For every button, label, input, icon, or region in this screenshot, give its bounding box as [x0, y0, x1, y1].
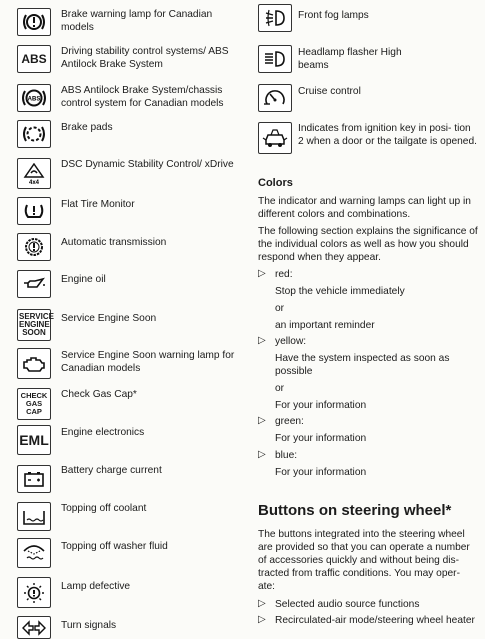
colors-paragraph-2: The following section explains the significance of the individual colors as well as how you should respond when they appear.: [258, 226, 478, 263]
item-text: Automatic transmission: [61, 237, 167, 248]
buttons-heading: Buttons on steering wheel*: [258, 502, 452, 519]
bullet-icon: ▷: [258, 335, 266, 346]
buttons-bullet-2: Recirculated-air mode/steering wheel heater: [275, 615, 475, 626]
color-blue-action: For your information: [275, 467, 367, 478]
abs-label: ABS: [21, 52, 47, 66]
turn-signals-icon: [17, 616, 51, 639]
item-text: Engine electronics: [61, 427, 145, 438]
colors-paragraph-1: The indicator and warning lamps can light up in different colors and combinations.: [258, 196, 471, 220]
item-text: Topping off washer fluid: [61, 541, 168, 552]
svg-text:ABS: ABS: [27, 96, 41, 103]
engine-icon: [17, 348, 51, 379]
item-text: Check Gas Cap*: [61, 389, 137, 400]
color-green-action: For your information: [275, 433, 367, 444]
bullet-icon: ▷: [258, 449, 266, 460]
color-red-action-2: an important reminder: [275, 320, 375, 331]
item-text: DSC Dynamic Stability Control/ xDrive: [61, 159, 234, 170]
lamp-defective-icon: [17, 577, 51, 608]
item-text: ABS Antilock Brake System/chassis control system for Canadian models: [61, 85, 224, 109]
item-text: Front fog lamps: [298, 10, 369, 21]
color-red-action-1: Stop the vehicle immediately: [275, 286, 405, 297]
svg-text:4x4: 4x4: [28, 179, 40, 185]
brake-warning-icon: [17, 8, 51, 36]
dsc-icon: [17, 158, 51, 189]
color-yellow-action-2: For your information: [275, 400, 367, 411]
abs-circle-icon: [17, 84, 51, 112]
oil-can-icon: [17, 270, 51, 298]
headlamp-icon: [258, 45, 292, 73]
washer-fluid-icon: [17, 538, 51, 568]
bullet-icon: ▷: [258, 415, 266, 426]
item-text: Indicates from ignition key in posi- tion 2 when a door or the tailgate is opened.: [298, 123, 477, 147]
item-text: Headlamp flasher High beams: [298, 47, 402, 71]
bullet-icon: ▷: [258, 268, 266, 279]
color-yellow-action-1: Have the system inspected as soon as possible: [275, 353, 450, 377]
eml-label: EML: [19, 432, 49, 448]
service-engine-soon-icon: [17, 309, 54, 341]
item-text: Cruise control: [298, 86, 361, 97]
door-open-icon: [258, 122, 292, 154]
front-fog-icon: [258, 4, 292, 32]
buttons-paragraph: The buttons integrated into the steering wheel are provided so that you can operate a number of accessories quickly and without being dis- tracted from traffic conditions. You may oper- ate:: [258, 529, 470, 592]
color-red-label: red:: [275, 269, 293, 280]
bullet-icon: ▷: [258, 614, 266, 625]
check-gas-cap-icon: [17, 388, 51, 420]
item-text: Topping off coolant: [61, 503, 147, 514]
flat-tire-icon: [17, 197, 51, 225]
color-yellow-label: yellow:: [275, 336, 307, 347]
color-blue-label: blue:: [275, 450, 298, 461]
item-text: Battery charge current: [61, 465, 162, 476]
item-text: Service Engine Soon warning lamp for Canadian models: [61, 350, 235, 374]
eml-icon: [17, 425, 51, 455]
cruise-control-icon: [258, 84, 292, 112]
gear-warning-icon: [17, 233, 51, 261]
bullet-icon: ▷: [258, 598, 266, 609]
item-text: Flat Tire Monitor: [61, 199, 135, 210]
service-engine-soon-label: SERVICE ENGINE SOON: [19, 312, 54, 337]
item-text: Brake pads: [61, 122, 113, 133]
item-text: Brake warning lamp for Canadian models: [61, 9, 213, 33]
brake-pads-icon: [17, 120, 51, 148]
buttons-bullet-1: Selected audio source functions: [275, 599, 420, 610]
check-gas-cap-label: CHECK GAS CAP: [20, 391, 48, 416]
item-text: Driving stability control systems/ ABS Antilock Brake System: [61, 46, 229, 70]
item-text: Service Engine Soon: [61, 313, 157, 324]
item-text: Engine oil: [61, 274, 106, 285]
coolant-icon: [17, 502, 51, 531]
battery-icon: [17, 465, 51, 493]
item-text: Turn signals: [61, 620, 117, 631]
color-red-or: or: [275, 303, 285, 314]
colors-heading: Colors: [258, 177, 293, 189]
color-green-label: green:: [275, 416, 304, 427]
abs-icon: [17, 45, 51, 73]
color-yellow-or: or: [275, 383, 285, 394]
item-text: Lamp defective: [61, 581, 131, 592]
